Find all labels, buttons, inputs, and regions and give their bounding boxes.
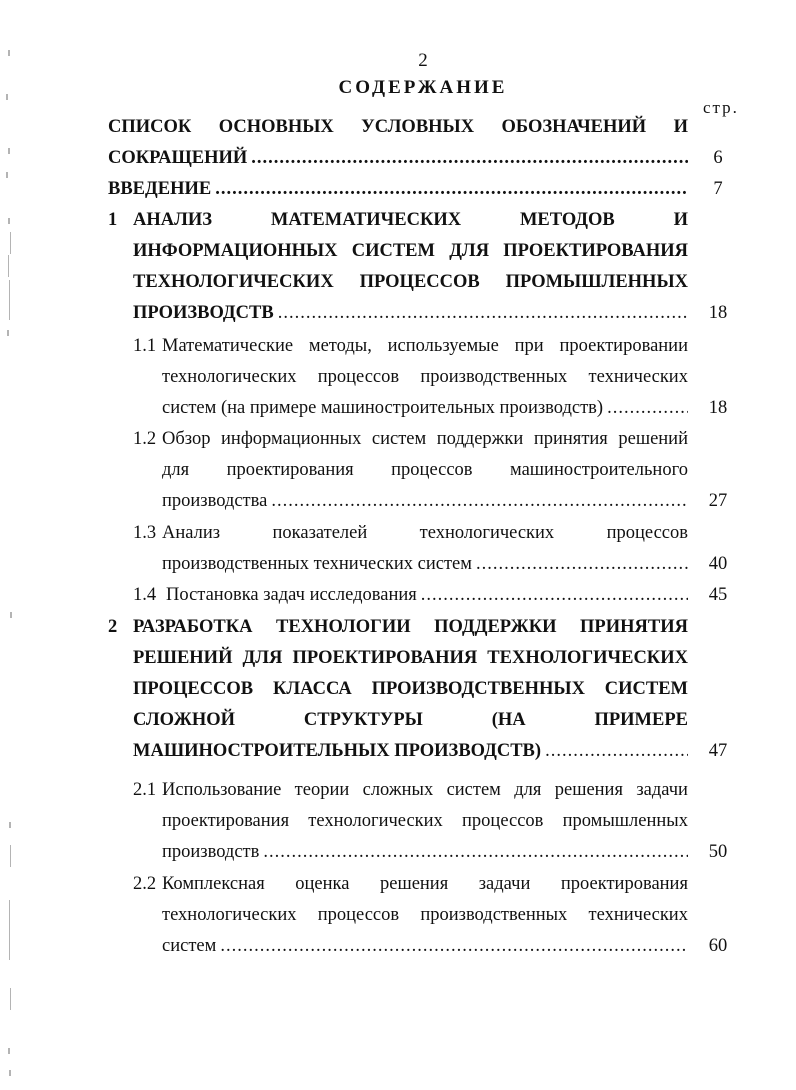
toc-entry-number: 1.2 — [133, 429, 157, 449]
toc-entry-number: 1.4 — [133, 585, 157, 605]
toc-entry-page: 7 — [713, 179, 723, 199]
toc-entry-text-line: Математические методы, используемые при проектировании — [162, 336, 688, 356]
toc-entry-text-line: Обзор информационных систем поддержки принятия решений — [162, 429, 688, 449]
scan-mark — [8, 218, 10, 224]
scan-mark — [10, 612, 12, 618]
leader-dots — [251, 148, 688, 169]
toc-entry-last-line: МАШИНОСТРОИТЕЛЬНЫХ ПРОИЗВОДСТВ) ..... — [133, 741, 688, 762]
page-number: 2 — [418, 50, 428, 71]
scan-mark — [7, 330, 9, 336]
toc-entry-text-line: ПРОЦЕССОВ КЛАССА ПРОИЗВОДСТВЕННЫХ СИСТЕМ — [133, 679, 688, 699]
toc-entry-last-line: Постановка задач исследования ..... — [166, 585, 688, 606]
scan-mark — [6, 94, 8, 100]
toc-entry-text-line: Анализ показателей технологических процессов — [162, 523, 688, 543]
scan-mark — [8, 50, 10, 56]
scan-mark — [9, 1070, 11, 1076]
toc-entry-last-line: СОКРАЩЕНИЙ ..... — [108, 148, 688, 169]
toc-entry-text-line: ТЕХНОЛОГИЧЕСКИХ ПРОЦЕССОВ ПРОМЫШЛЕННЫХ — [133, 272, 688, 292]
toc-entry-text-line: ИНФОРМАЦИОННЫХ СИСТЕМ ДЛЯ ПРОЕКТИРОВАНИЯ — [133, 241, 688, 261]
leader-dots — [271, 491, 688, 512]
toc-entry-text-line: СПИСОК ОСНОВНЫХ УСЛОВНЫХ ОБОЗНАЧЕНИЙ И — [108, 117, 688, 137]
toc-entry-page: 18 — [708, 398, 728, 418]
page-column-label: стр. — [703, 98, 739, 117]
toc-entry-number: 2.2 — [133, 874, 157, 894]
toc-entry-number: 2.1 — [133, 780, 157, 800]
scan-mark — [8, 255, 9, 277]
toc-entry-text-line: Использование теории сложных систем для решения задачи — [162, 780, 688, 800]
toc-entry-text-line: Комплексная оценка решения задачи проектирования — [162, 874, 688, 894]
leader-dots — [278, 303, 688, 324]
toc-entry-page: 50 — [708, 842, 728, 862]
toc-entry-text-line: РАЗРАБОТКА ТЕХНОЛОГИИ ПОДДЕРЖКИ ПРИНЯТИЯ — [133, 617, 688, 637]
leader-dots — [220, 936, 688, 957]
toc-entry-number: 2 — [108, 617, 118, 637]
toc-entry-last-line: систем ..... — [162, 936, 688, 957]
leader-dots — [263, 842, 688, 863]
toc-entry-text-line: проектирования технологических процессов промышленных — [162, 811, 688, 831]
scan-mark — [10, 845, 11, 867]
toc-entry-last-line: ВВЕДЕНИЕ ..... — [108, 179, 688, 200]
toc-entry-page: 18 — [708, 303, 728, 323]
scan-mark — [9, 900, 10, 960]
leader-dots — [421, 585, 688, 606]
leader-dots — [545, 741, 688, 762]
toc-entry-text-line: СЛОЖНОЙ СТРУКТУРЫ (НА ПРИМЕРЕ — [133, 710, 688, 730]
toc-entry-text-line: для проектирования процессов машиностроительного — [162, 460, 688, 480]
scan-mark — [9, 822, 11, 828]
toc-entry-last-line: систем (на примере машиностроительных производств) ..... — [162, 398, 688, 419]
toc-entry-number: 1 — [108, 210, 118, 230]
toc-entry-last-line: ПРОИЗВОДСТВ ..... — [133, 303, 688, 324]
toc-entry-last-line: производства ..... — [162, 491, 688, 512]
page-title: СОДЕРЖАНИЕ — [338, 77, 508, 98]
toc-entry-page: 27 — [708, 491, 728, 511]
toc-entry-page: 6 — [713, 148, 723, 168]
leader-dots — [607, 398, 688, 419]
toc-entry-text-line: технологических процессов производственных технических — [162, 367, 688, 387]
toc-entry-page: 45 — [708, 585, 728, 605]
scan-mark — [10, 988, 11, 1010]
scan-mark — [6, 172, 8, 178]
toc-entry-text-line: АНАЛИЗ МАТЕМАТИЧЕСКИХ МЕТОДОВ И — [133, 210, 688, 230]
toc-entry-page: 60 — [708, 936, 728, 956]
toc-entry-page: 47 — [708, 741, 728, 761]
scan-mark — [10, 232, 11, 254]
toc-entry-text-line: РЕШЕНИЙ ДЛЯ ПРОЕКТИРОВАНИЯ ТЕХНОЛОГИЧЕСКИХ — [133, 648, 688, 668]
leader-dots — [215, 179, 688, 200]
scan-mark — [9, 280, 10, 320]
toc-entry-text-line: технологических процессов производственных технических — [162, 905, 688, 925]
toc-entry-last-line: производственных технических систем ..... — [162, 554, 688, 575]
toc-entry-number: 1.3 — [133, 523, 157, 543]
scan-mark — [8, 1048, 10, 1054]
scan-mark — [8, 148, 10, 154]
toc-entry-number: 1.1 — [133, 336, 157, 356]
toc-entry-last-line: производств ..... — [162, 842, 688, 863]
leader-dots — [476, 554, 688, 575]
toc-entry-page: 40 — [708, 554, 728, 574]
